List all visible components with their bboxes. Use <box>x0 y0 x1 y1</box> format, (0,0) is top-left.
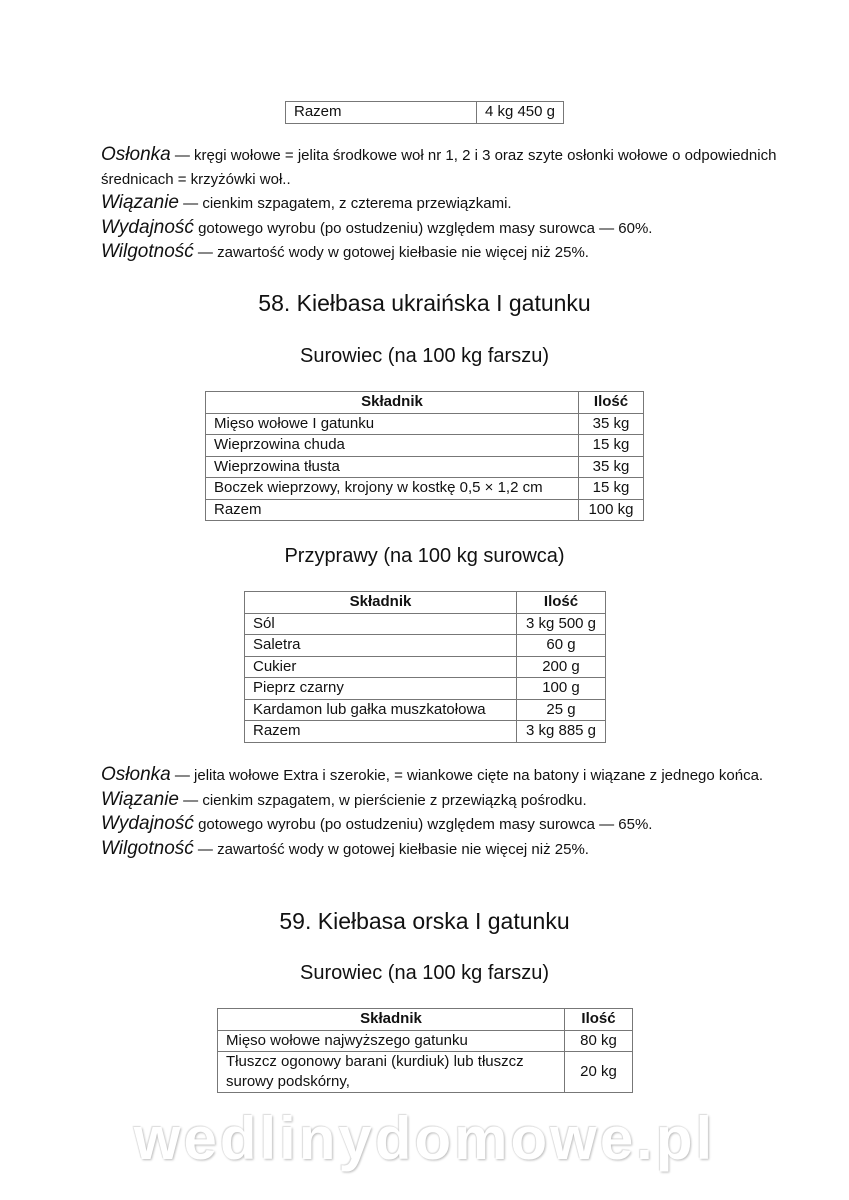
cell: Razem <box>245 721 517 743</box>
cell: 100 kg <box>579 499 644 521</box>
section-58-raw-title: Surowiec (na 100 kg farszu) <box>299 345 549 367</box>
note-term: Wiązanie <box>101 788 179 810</box>
table-row <box>206 435 644 457</box>
cell: Boczek wieprzowy, krojony w kostkę 0,5 × 1,2 cm <box>206 478 579 500</box>
column-header: Ilość <box>565 1009 633 1031</box>
cell: 15 kg <box>579 435 644 457</box>
cell: 4 kg 450 g <box>476 102 563 124</box>
cell: 35 kg <box>579 456 644 478</box>
note-text: — zawartość wody w gotowej kiełbasie nie więcej niż 25%. <box>193 840 589 858</box>
column-header: Ilość <box>517 592 606 614</box>
cell: Tłuszcz ogonowy barani (kurdiuk) lub tłuszcz surowy podskórny, <box>218 1052 565 1093</box>
note <box>101 812 791 837</box>
column-header: Ilość <box>579 392 644 414</box>
note-term: Wydajność <box>101 216 194 238</box>
note <box>101 143 791 191</box>
table-row <box>245 613 606 635</box>
cell: Razem <box>286 102 477 124</box>
note <box>101 191 791 216</box>
note-term: Osłonka <box>101 764 171 785</box>
table-row <box>206 413 644 435</box>
note-term: Osłonka <box>101 144 171 165</box>
note-text: — kręgi wołowe = jelita środkowe woł nr 1, 2 i 3 oraz szyte osłonki wołowe o odpowiednich średnicach = krzyżówki woł.. <box>101 147 777 188</box>
table-row <box>286 102 564 124</box>
cell: Wieprzowina tłusta <box>206 456 579 478</box>
table-row <box>245 656 606 678</box>
cell: 80 kg <box>565 1030 633 1052</box>
cell: 35 kg <box>579 413 644 435</box>
cell: Sól <box>245 613 517 635</box>
table-row <box>218 1052 633 1093</box>
notes-57 <box>101 143 791 265</box>
note <box>101 240 791 265</box>
section-58-title: 58. Kiełbasa ukraińska I gatunku <box>258 290 591 316</box>
raw-materials-table-58 <box>205 391 644 521</box>
table-row <box>206 478 644 500</box>
note-term: Wilgotność <box>101 837 194 859</box>
note-text: — jelita wołowe Extra i szerokie, = wiankowe cięte na batony i wiązane z jednego końca. <box>170 767 764 784</box>
note <box>101 216 791 241</box>
cell: Razem <box>206 499 579 521</box>
note <box>101 837 791 862</box>
cell: 100 g <box>517 678 606 700</box>
cell: Saletra <box>245 635 517 657</box>
notes-58 <box>101 763 791 861</box>
raw-materials-table-59 <box>217 1008 633 1093</box>
cell: 200 g <box>517 656 606 678</box>
table-row <box>245 678 606 700</box>
cell: 15 kg <box>579 478 644 500</box>
note <box>101 788 791 813</box>
note-term: Wydajność <box>101 813 194 834</box>
note-term: Wilgotność <box>101 241 194 262</box>
section-58-spice-title: Przyprawy (na 100 kg surowca) <box>284 545 565 567</box>
watermark: wedlinydomowe.pl <box>133 1105 716 1172</box>
cell: Mięso wołowe I gatunku <box>206 413 579 435</box>
cell: 20 kg <box>565 1052 633 1093</box>
cell: 3 kg 885 g <box>517 721 606 743</box>
note-term: Wiązanie <box>101 192 179 213</box>
table-row <box>206 499 644 521</box>
table-row <box>218 1030 633 1052</box>
note-text: gotowego wyrobu (po ostudzeniu) względem masy surowca — 65%. <box>193 816 653 833</box>
note-text: — cienkim szpagatem, z czterema przewiązkami. <box>178 195 512 212</box>
cell: 3 kg 500 g <box>517 613 606 635</box>
table-header-row <box>218 1009 633 1031</box>
column-header: Składnik <box>245 592 517 614</box>
table-header-row <box>245 592 606 614</box>
cell: Kardamon lub gałka muszkatołowa <box>245 699 517 721</box>
summary-table <box>285 101 564 124</box>
cell: 60 g <box>517 635 606 657</box>
table-row <box>245 699 606 721</box>
table-row <box>206 456 644 478</box>
note-text: — zawartość wody w gotowej kiełbasie nie więcej niż 25%. <box>193 244 589 261</box>
table-header-row <box>206 392 644 414</box>
table-row <box>245 635 606 657</box>
cell: 25 g <box>517 699 606 721</box>
note-text: gotowego wyrobu (po ostudzeniu) względem masy surowca — 60%. <box>193 219 653 237</box>
spices-table-58 <box>244 591 606 743</box>
cell: Pieprz czarny <box>245 678 517 700</box>
section-59-title: 59. Kiełbasa orska I gatunku <box>279 908 570 934</box>
column-header: Składnik <box>218 1009 565 1031</box>
cell: Mięso wołowe najwyższego gatunku <box>218 1030 565 1052</box>
cell: Cukier <box>245 656 517 678</box>
section-59-raw-title: Surowiec (na 100 kg farszu) <box>299 962 549 984</box>
note <box>101 763 791 788</box>
table-row <box>245 721 606 743</box>
column-header: Składnik <box>206 392 579 414</box>
cell: Wieprzowina chuda <box>206 435 579 457</box>
note-text: — cienkim szpagatem, w pierścienie z przewiązką pośrodku. <box>178 791 587 809</box>
